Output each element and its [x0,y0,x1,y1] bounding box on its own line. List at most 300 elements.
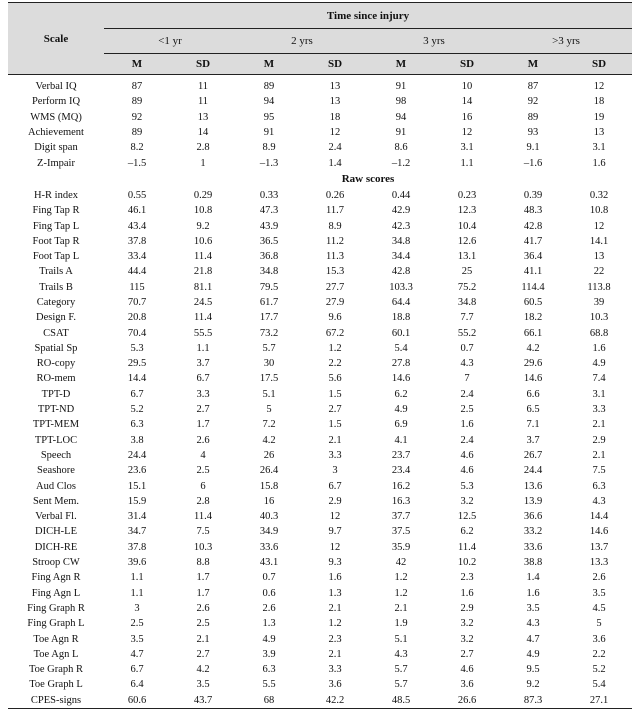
mean-cell: 98 [395,96,407,108]
period-header-3yrs: 3 yrs [368,29,500,54]
mean-cell: 38.8 [523,557,543,569]
mean-cell: 20.8 [127,312,147,324]
sd-cell: 68.8 [589,327,609,339]
mean-cell: 43.4 [127,220,147,232]
sd-cell: 11.4 [194,312,212,324]
sd-cell: 2.4 [460,434,474,446]
table-row [8,140,632,155]
mean-cell: 89 [131,127,143,139]
sd-cell: 7.5 [592,465,606,477]
sd-cell: 15.3 [325,266,345,278]
sd-cell: 2.9 [592,434,606,446]
sd-cell: 2.3 [328,633,342,645]
table-row [8,371,632,386]
mean-cell: –1.6 [523,157,543,169]
sd-cell: 27.9 [325,297,345,308]
sd-cell: 10.8 [589,205,609,217]
scale-name-cell: WMS (MQ) [30,111,82,123]
mean-cell: 26.4 [259,465,279,477]
mean-cell: 16 [263,495,275,507]
table-row [8,125,632,140]
mean-cell: 4.3 [526,618,540,630]
sd-cell: 0.7 [460,342,474,354]
table-row [8,249,632,264]
table-row [8,79,632,94]
table-row [8,264,632,279]
sd-cell: 2.1 [592,449,606,461]
mean-cell: 43.1 [259,557,279,569]
sd-cell: 4.3 [460,358,474,370]
mean-cell: 3.8 [130,434,144,446]
table-row [8,555,632,570]
sd-cell: 5 [596,618,602,630]
stat-header-sd: SD [566,54,632,75]
sd-cell: 6.3 [592,480,606,492]
mean-cell: 6.3 [130,419,144,431]
sd-cell: 0.23 [457,189,477,201]
sd-cell: 12.6 [457,235,477,247]
sd-cell: 1.1 [196,342,210,354]
sd-cell: 0.32 [589,189,609,201]
sd-cell: 1.1 [460,157,474,169]
mean-cell: 5.3 [130,342,144,354]
mean-cell: 4.3 [394,648,408,660]
mean-cell: 4.1 [394,434,408,446]
mean-cell: 92 [527,96,539,108]
mean-cell: 34.9 [259,526,279,538]
scale-column-header: Scale [8,3,104,75]
mean-cell: 91 [263,127,275,139]
sd-cell: 13.1 [457,251,477,263]
scale-name-cell: Fing Agn L [31,587,81,599]
mean-cell: 0.39 [523,189,543,201]
mean-cell: 24.4 [523,465,543,477]
mean-cell: –1.2 [391,157,411,169]
scale-name-cell: Verbal IQ [35,81,77,93]
sd-cell: 1.6 [328,572,342,584]
table-row [8,662,632,677]
sd-cell: 22 [593,266,605,278]
mean-cell: 48.3 [523,205,543,217]
sd-cell: 1.7 [196,572,210,584]
stat-header-sd: SD [302,54,368,75]
sd-cell: 19 [593,111,605,123]
mean-cell: 33.4 [127,251,147,263]
sd-cell: 4.9 [592,358,606,370]
mean-cell: 92 [131,111,143,123]
sd-cell: 2.7 [460,648,474,660]
sd-cell: 3.1 [592,142,606,154]
scale-name-cell: Sent Mem. [32,495,80,507]
mean-cell: 6.3 [262,664,276,676]
mean-cell: 79.5 [259,281,279,293]
scale-name-cell: Fing Tap R [32,205,80,217]
mean-cell: 87 [131,81,143,93]
sd-cell: 11.3 [326,251,344,263]
scale-name-cell: RO-mem [36,373,76,385]
sd-cell: 4.6 [460,449,474,461]
sd-cell: 3.2 [460,633,474,645]
sd-cell: 2.6 [196,602,210,614]
sd-cell: 1.6 [460,419,474,431]
table-row [8,463,632,478]
mean-cell: 5.4 [394,342,408,354]
mean-cell: 26 [263,449,275,461]
sd-cell: 1.7 [196,419,210,431]
sd-cell: 25 [461,266,473,278]
sd-cell: 5.4 [592,679,606,691]
sd-cell: 81.1 [193,281,213,293]
sd-cell: 2.1 [592,419,606,431]
sd-cell: 2.5 [196,465,210,477]
stat-header-sd: SD [170,54,236,75]
mean-cell: 0.44 [391,189,411,201]
sd-cell: 7.4 [592,373,606,385]
sd-cell: 12.5 [457,511,477,523]
sd-cell: 2.8 [196,495,210,507]
sd-cell: 12 [593,81,605,93]
sd-cell: 4.3 [592,495,606,507]
sd-cell: 2.2 [328,358,342,370]
sd-cell: 2.7 [196,648,210,660]
mean-cell: 4.2 [262,434,276,446]
scale-name-cell: DICH-RE [34,541,78,553]
mean-cell: 2.5 [130,618,144,630]
sd-cell: 12 [329,127,341,139]
mean-cell: 6.5 [526,404,540,416]
sd-cell: 12 [461,127,473,139]
sd-cell: 6.7 [196,373,210,385]
mean-cell: 14.4 [127,373,147,385]
sd-cell: 13 [329,81,341,93]
mean-cell: 16.2 [391,480,411,492]
sd-cell: 13 [197,111,209,123]
scale-name-cell: Speech [40,449,72,461]
sd-cell: 8.8 [196,557,210,569]
sd-cell: 2.1 [328,648,342,660]
mean-cell: 42.9 [391,205,411,217]
mean-cell: 17.5 [259,373,279,385]
sd-cell: 1.5 [328,388,342,400]
mean-cell: 36.5 [259,235,279,247]
sd-cell: 0.26 [325,189,345,201]
table-container [8,2,632,709]
mean-cell: 33.6 [259,541,279,553]
mean-cell: 103.3 [389,281,413,293]
mean-cell: 46.1 [127,205,147,217]
mean-cell: 1.3 [262,618,276,630]
sd-cell: 67.2 [325,327,345,339]
table-row [8,693,632,709]
sd-cell: 10 [461,81,473,93]
sd-cell: 6.7 [328,480,342,492]
table-row [8,494,632,509]
sd-cell: 3.3 [328,664,342,676]
sd-cell: 2.6 [196,434,210,446]
scale-name-cell: Fing Graph R [27,602,85,614]
table-row [8,310,632,325]
mean-cell: 33.2 [523,526,543,538]
table-row [8,478,632,493]
mean-cell: 37.5 [391,526,411,538]
sd-cell: 3.5 [196,679,210,691]
sd-cell: 5.3 [460,480,474,492]
scale-name-cell: Stroop CW [32,557,80,569]
mean-cell: 34.8 [259,266,279,278]
mean-cell: 114.4 [521,281,545,293]
mean-cell: 34.8 [391,235,411,247]
mean-cell: 1.2 [394,587,408,599]
stat-header-sd: SD [434,54,500,75]
sd-cell: 1.6 [592,342,606,354]
sd-cell: 10.4 [457,220,477,232]
sd-cell: 12 [329,541,341,553]
sd-cell: 2.8 [196,142,210,154]
mean-cell: 42.3 [391,220,411,232]
mean-cell: 60.5 [523,297,543,308]
table-row [8,509,632,524]
sd-cell: 2.5 [460,404,474,416]
stat-header-m: M [236,54,302,75]
table-row [8,417,632,432]
time-since-injury-table [8,2,632,709]
sd-cell: 75.2 [457,281,477,293]
mean-cell: 60.6 [104,693,170,709]
mean-cell: 64.4 [391,297,411,308]
sd-cell: 11.7 [326,205,344,217]
table-row [8,586,632,601]
mean-cell: 8.6 [394,142,408,154]
scale-name-cell: H-R index [33,189,79,201]
sd-cell: 42.2 [302,693,368,709]
mean-cell: 4.9 [526,648,540,660]
sd-cell: 1.5 [328,419,342,431]
table-row [8,325,632,340]
sd-cell: 5.6 [328,373,342,385]
table-body [8,75,632,709]
sd-cell: 4.2 [196,664,210,676]
mean-cell: 9.5 [526,664,540,676]
stat-header-m: M [104,54,170,75]
scale-name-cell: TPT-ND [37,404,75,416]
mean-cell: 18.8 [391,312,411,324]
table-row [8,218,632,233]
sd-cell: 12.3 [457,205,477,217]
mean-cell: 68 [236,693,302,709]
table-row [8,647,632,662]
sd-cell: 7 [464,373,470,385]
scale-name-cell: RO-copy [36,358,76,370]
mean-cell: 0.33 [259,189,279,201]
sd-cell: 11.2 [326,235,344,247]
mean-cell: 89 [527,111,539,123]
scale-name-cell: Fing Graph L [27,618,85,630]
mean-cell: 4.2 [526,342,540,354]
mean-cell: 6.6 [526,388,540,400]
sd-cell: 11.4 [194,251,212,263]
sd-cell: 1.2 [328,342,342,354]
table-row [8,94,632,109]
mean-cell: 44.4 [127,266,147,278]
mean-cell: 6.4 [130,679,144,691]
sd-cell: 43.7 [170,693,236,709]
sd-cell: 14 [461,96,473,108]
sd-cell: 3 [332,465,338,477]
mean-cell: 1.6 [526,587,540,599]
table-row [8,110,632,125]
sd-cell: 24.5 [193,297,213,308]
mean-cell: 93 [527,127,539,139]
mean-cell: 27.8 [391,358,411,370]
table-row [8,280,632,295]
mean-cell: 23.4 [391,465,411,477]
mean-cell: 13.9 [523,495,543,507]
mean-cell: 23.6 [127,465,147,477]
mean-cell: 87 [527,81,539,93]
mean-cell: 66.1 [523,327,543,339]
mean-cell: –1.3 [259,157,279,169]
sd-cell: 13.3 [589,557,609,569]
mean-cell: 87.3 [500,693,566,709]
sd-cell: 10.3 [589,312,609,324]
table-row [8,356,632,371]
mean-cell: 6.2 [394,388,408,400]
mean-cell: 37.8 [127,235,147,247]
sd-cell: 9.6 [328,312,342,324]
table-row [8,402,632,417]
sd-cell: 4.5 [592,602,606,614]
sd-cell: 13 [593,127,605,139]
sd-cell: 2.1 [196,633,210,645]
mean-cell: 36.4 [523,251,543,263]
table-row [8,616,632,631]
mean-cell: 73.2 [259,327,279,339]
mean-cell: 42.8 [523,220,543,232]
table-row [8,631,632,646]
mean-cell: 5.1 [262,388,276,400]
sd-cell: 26.6 [434,693,500,709]
mean-cell: 2.6 [262,602,276,614]
sd-cell: 4.6 [460,465,474,477]
mean-cell: 16.3 [391,495,411,507]
sd-cell: 11 [197,96,209,108]
mean-cell: 7.2 [262,419,276,431]
scale-name-cell: Achievement [28,127,84,139]
mean-cell: 6.9 [394,419,408,431]
mean-cell: 0.55 [127,189,147,201]
stat-header-m: M [368,54,434,75]
mean-cell: 37.7 [391,511,411,523]
mean-cell: 115 [129,281,145,293]
scale-name-cell: Spatial Sp [34,342,78,354]
scale-name-cell: TPT-D [41,388,71,400]
mean-cell: 0.6 [262,587,276,599]
mean-cell: 41.7 [523,235,543,247]
mean-cell: 26.7 [523,449,543,461]
sd-cell: 18 [329,111,341,123]
sd-cell: 9.3 [328,557,342,569]
mean-cell: 5.7 [394,679,408,691]
table-row [8,433,632,448]
table-row [8,295,632,310]
sd-cell: 14.4 [589,511,609,523]
mean-cell: 1.1 [130,572,144,584]
sd-cell: 2.9 [328,495,342,507]
mean-cell: 3.9 [262,648,276,660]
mean-cell: 6.7 [130,664,144,676]
sd-cell: 2.7 [196,404,210,416]
sd-cell: 3.6 [460,679,474,691]
scale-name-cell: Foot Tap L [32,251,80,263]
mean-cell: 7.1 [526,419,540,431]
sd-cell: 10.6 [193,235,213,247]
sd-cell: 11.4 [458,541,476,553]
sd-cell: 3.1 [592,388,606,400]
sd-cell: 2.2 [592,648,606,660]
sd-cell: 3.2 [460,495,474,507]
mean-cell: 42.8 [391,266,411,278]
mean-cell: 23.7 [391,449,411,461]
sd-cell: 10.8 [193,205,213,217]
sd-cell: 13 [329,96,341,108]
time-since-injury-header: Time since injury [104,3,632,29]
sd-cell: 3.6 [592,633,606,645]
scale-name-cell: Design F. [36,312,76,324]
sd-cell: 12 [329,511,341,523]
sd-cell: 9.2 [196,220,210,232]
period-header-lt1: <1 yr [104,29,236,54]
scale-name-cell: Trails A [39,266,73,278]
mean-cell: 4.7 [526,633,540,645]
mean-cell: 91 [395,81,407,93]
sd-cell: 3.5 [592,587,606,599]
scale-name-cell: TPT-LOC [34,434,78,446]
mean-cell: 1.2 [394,572,408,584]
sd-cell: 6.2 [460,526,474,538]
mean-cell: 5.1 [394,633,408,645]
sd-cell: 0.29 [193,189,213,201]
scale-name-cell: Fing Tap L [32,220,80,232]
sd-cell: 21.8 [193,266,213,278]
sd-cell: 1.6 [460,587,474,599]
table-row [8,677,632,692]
mean-cell: 70.7 [127,297,147,308]
sd-cell: 39 [593,297,605,308]
sd-cell: 7.5 [196,526,210,538]
scale-name-cell: CSAT [43,327,69,339]
period-header-gt3: >3 yrs [500,29,632,54]
sd-cell: 7.7 [460,312,474,324]
sd-cell: 3.3 [592,404,606,416]
sd-cell: 2.7 [328,404,342,416]
mean-cell: 17.7 [259,312,279,324]
mean-cell: 37.8 [127,541,147,553]
mean-cell: 39.6 [127,557,147,569]
mean-cell: 5.2 [130,404,144,416]
mean-cell: –1.5 [127,157,147,169]
scale-name-cell: Fing Agn R [31,572,81,584]
mean-cell: 13.6 [523,480,543,492]
mean-cell: 36.8 [259,251,279,263]
mean-cell: 95 [263,111,275,123]
sd-cell: 12 [593,220,605,232]
mean-cell: 60.1 [391,327,411,339]
table-row [8,341,632,356]
scale-name-cell: DICH-LE [35,526,77,538]
sd-cell: 2.4 [328,142,342,154]
mean-cell: 9.1 [526,142,540,154]
mean-cell: 89 [131,96,143,108]
